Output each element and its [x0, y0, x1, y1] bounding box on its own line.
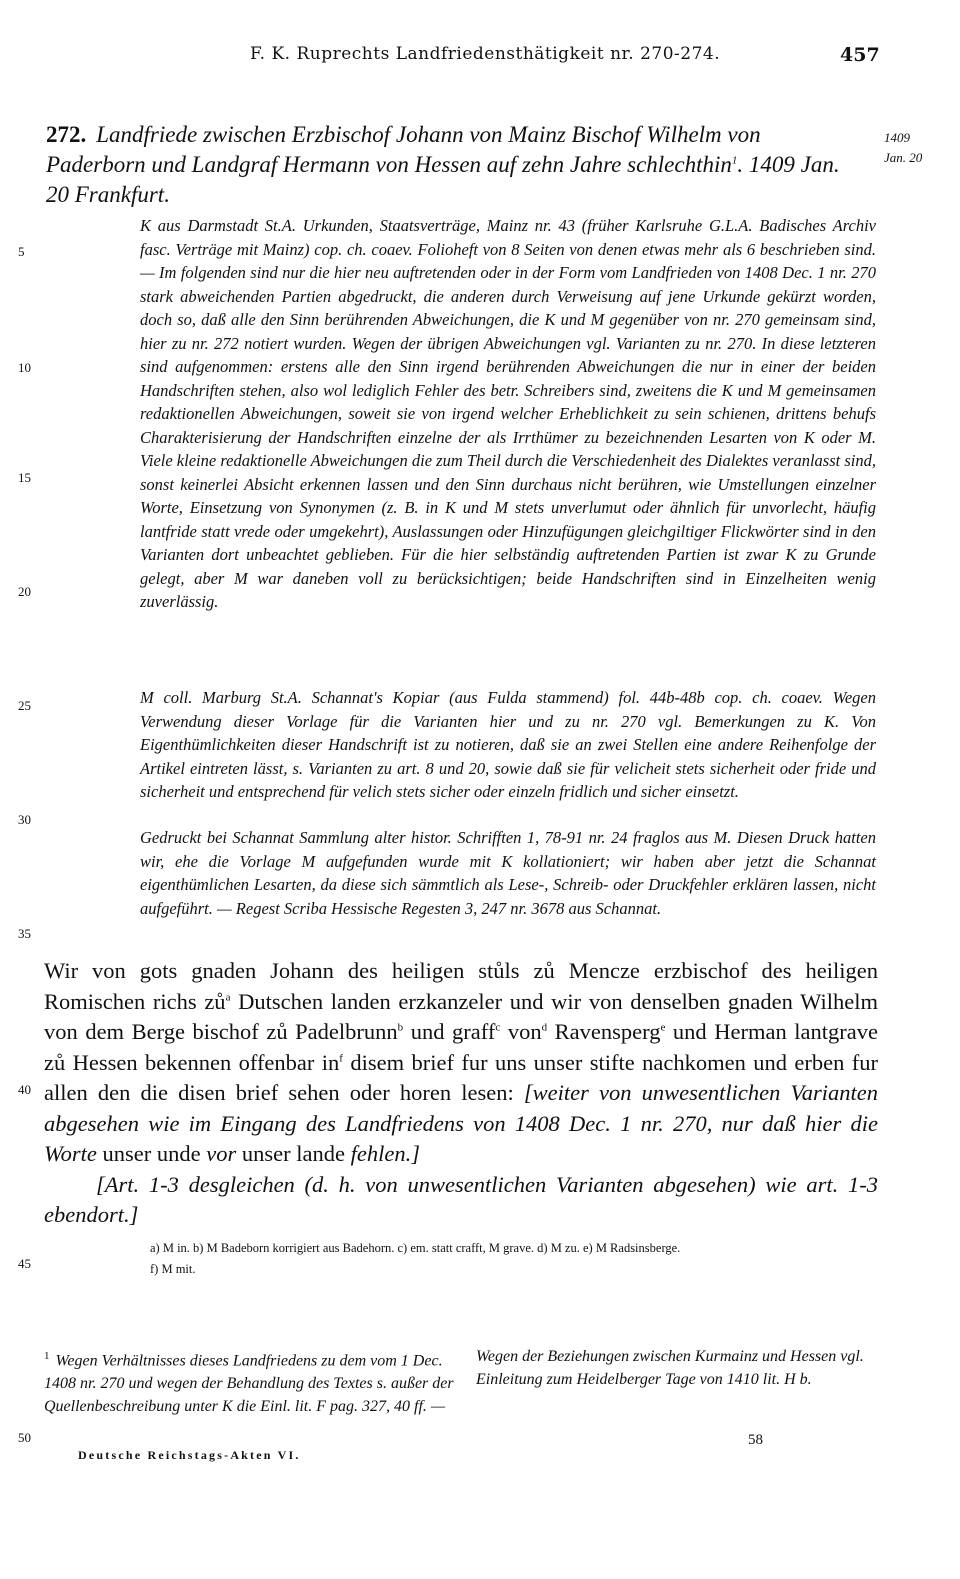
text-segment: disem brief fur uns unser stifte nachkomen und erben fur allen den die disen brief sehen oder horen lesen: — [44, 1049, 878, 1105]
editorial-note: fehlen.] — [350, 1141, 420, 1166]
document-heading — [46, 120, 866, 210]
footnote-text: Wegen der Beziehungen zwischen Kurmainz und Hessen vgl. Einleitung zum Heidelberger Tage von 1410 lit. H b. — [476, 1348, 864, 1388]
text-segment: von — [500, 1019, 542, 1044]
page-number: 457 — [840, 44, 880, 66]
printed-editions-text: Gedruckt bei Schannat Sammlung alter histor. Schrifften 1, 78-91 nr. 24 fraglos aus M. Diesen Druck hatten wir, ehe die Vorlage M aufgefunden wurde mit K kollationiert; wir haben aber jetzt die Schannat eigenthümlichen Lesarten, da diese sich sämmtlich als Lese-, Schreib- oder Druckfehler erklären lassen, nicht aufgeführt. — Regest Scriba Hessische Regesten 3, 247 nr. 3678 aus Schannat. — [140, 828, 876, 918]
footnote-text: Wegen Verhältnisses dieses Landfriedens zu dem vom 1 Dec. 1408 nr. 270 und wegen der Behandlung des Textes s. außer der Quellenbeschreibung unter K die Einl. lit. F pag. 327, 40 ff. — — [44, 1352, 454, 1416]
line-number: 45 — [18, 1256, 31, 1271]
source-k-text: K aus Darmstadt St.A. Urkunden, Staatsverträge, Mainz nr. 43 (früher Karlsruhe G.L.A. Badisches Archiv fasc. Verträge mit Mainz) cop. ch. coaev. Folioheft von 8 Seiten von denen etwas mehr als 6 beschrieben sind. — Im folgenden sind nur die hier neu auftretenden oder in der Form vom Landfrieden von 1408 Dec. 1 nr. 270 stark abweichenden Partien abgedruckt, die anderen durch Verweisung auf jene Urkunde gekürzt worden, doch so, daß alle den Sinn berührenden Abweichungen, die K und M gegenüber von nr. 270 gemeinsam sind, hier zu nr. 272 notiert wurden. Wegen der übrigen Abweichungen vgl. Varianten zu nr. 270. In diese letzteren sind aufgenommen: erstens alle den Sinn irgend berührenden Abweichungen die nur in einer der beiden Handschriften stehen, also wol lediglich Fehler des betr. Schreibers sind, zweitens die K und M gemeinsamen redaktionellen Abweichungen, soweit sie von irgend welcher Erheblichkeit zu sein schienen, drittens behufs Charakterisierung der Handschriften einzelne der als Irrthümer zu bezeichnenden Lesarten von K oder M. Viele kleine redaktionelle Abweichungen die zum Theil durch die Verschiedenheit des Dialektes veranlasst sind, sonst keinerlei Absicht erkennen lassen und den Sinn durchaus nicht berühren, wie Umstellungen einzelner Worte, Einsetzung von Synonymen (z. B. in K und M stets unverlumut oder ähnlich für unvorlecht, häufig lantfride statt vrede oder umgekehrt), Auslassungen oder Hinzufügungen gleichgiltiger Flickwörter sind in den Varianten dort unbeachtet geblieben. Für die hier selbständig auftretenden Partien ist zwar K zu Grunde gelegt, aber M war daneben voll zu berücksichtigen; beide Handschriften sind in Einzelheiten wenig zuverlässig. — [140, 216, 876, 611]
variant-marker: e — [660, 1021, 666, 1034]
line-number: 20 — [18, 584, 31, 599]
variant-marker: c — [495, 1021, 501, 1034]
document-text — [44, 956, 878, 1231]
editorial-note: [weiter von unwesentlichen Varianten abgesehen wie im Eingang des Landfriedens von 1408 Dec. 1 nr. 270, nur daß hier die Worte — [44, 1080, 878, 1166]
line-number: 10 — [18, 360, 31, 375]
source-m-text: M coll. Marburg St.A. Schannat's Kopiar (aus Fulda stammend) fol. 44b-48b cop. ch. coaev. Wegen Verwendung dieser Vorlage für die Varianten hier und zu nr. 270 vgl. Bemerkungen zu K. Von Eigenthümlichkeiten dieser Handschrift ist zu notieren, daß sie an zwei Stellen eine andere Reihenfolge der Artikel eintreten lässt, s. Varianten zu art. 8 und 20, sowie daß sie für velicheit stets sicherheit oder fride und sicherheit und entsprechend für velich stets sicher oder einzeln fridlich und sicher einsetzt. — [140, 688, 876, 801]
sheet-signature: 58 — [748, 1432, 763, 1448]
line-number: 15 — [18, 470, 31, 485]
source-k-description — [140, 214, 876, 614]
margin-date-year: 1409 — [884, 130, 910, 145]
text-segment: Ravensperg — [547, 1019, 661, 1044]
variant-line: f) M mit. — [150, 1262, 196, 1276]
line-number: 5 — [18, 244, 25, 259]
variant-marker: b — [397, 1021, 404, 1034]
running-head: F. K. Ruprechts Landfriedensthätigkeit nr. 270-274. — [250, 44, 721, 64]
line-number: 35 — [18, 926, 31, 941]
text-segment: unser lande — [236, 1141, 351, 1166]
footnote-marker: 1 — [731, 154, 738, 167]
text-segment: Dutschen landen erzkanzeler und wir von denselben gnaden Wilhelm von dem Berge bischof zů Padelbrunn — [44, 988, 878, 1044]
margin-date — [884, 128, 954, 168]
text-segment: und graff — [403, 1019, 496, 1044]
source-m-description — [140, 686, 876, 804]
line-number: 50 — [18, 1430, 31, 1445]
heading-text: Landfriede zwischen Erzbischof Johann von Mainz Bischof Wilhelm von Paderborn und Landgraf Hermann von Hessen auf zehn Jahre schlechthin — [46, 122, 761, 177]
line-number: 40 — [18, 1082, 31, 1097]
text-segment: Wir von gots gnaden Johann des heiligen stůls zů Mencze erzbischof des heiligen Romischen richs zů — [44, 958, 878, 1014]
footnote-right — [476, 1345, 876, 1391]
line-number: 25 — [18, 698, 31, 713]
document-number: 272. — [46, 122, 87, 147]
footnote-number: 1 — [44, 1350, 50, 1362]
variant-marker: d — [541, 1021, 548, 1034]
printed-editions — [140, 826, 876, 920]
variant-marker: a — [225, 991, 231, 1003]
variant-line: a) M in. b) M Badeborn korrigiert aus Badehorn. c) em. statt crafft, M grave. d) M zu. e) M Radsinsberge. — [150, 1241, 681, 1255]
editorial-note-articles: [Art. 1-3 desgleichen (d. h. von unwesentlichen Varianten abgesehen) wie art. 1-3 ebendort.] — [44, 1171, 878, 1227]
footnote-left — [44, 1345, 454, 1418]
margin-date-day: Jan. 20 — [884, 150, 923, 165]
variant-marker: f — [339, 1052, 343, 1064]
series-title: Deutsche Reichstags-Akten VI. — [78, 1448, 301, 1462]
text-segment: unser unde — [96, 1141, 207, 1166]
heading-date: . 1409 Jan. 20 Frankfurt. — [46, 152, 840, 207]
variant-apparatus — [150, 1238, 880, 1280]
editorial-note: vor — [206, 1141, 237, 1166]
line-number: 30 — [18, 812, 31, 827]
text-segment: und Herman lantgrave zů Hessen bekennen offenbar in — [44, 1019, 879, 1075]
